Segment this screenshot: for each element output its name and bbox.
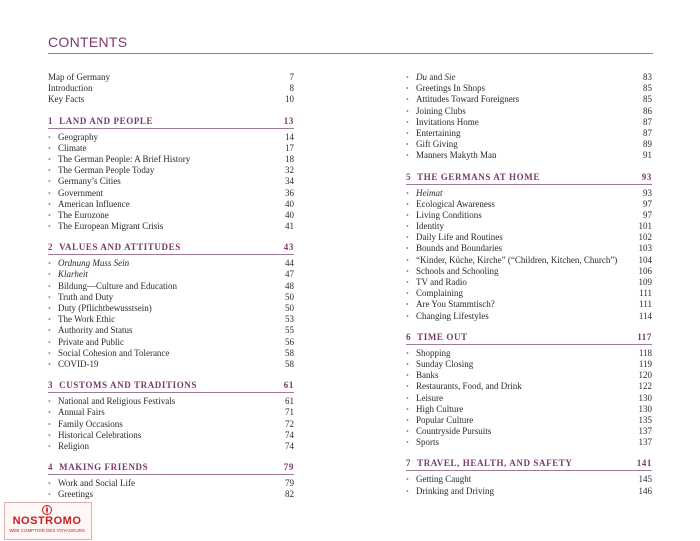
toc-item-page: 87 xyxy=(643,116,652,127)
toc-item-page: 83 xyxy=(643,72,652,82)
toc-entry-label: Map of Germany xyxy=(48,72,110,82)
toc-item-page: 56 xyxy=(285,336,294,347)
toc-item[interactable] xyxy=(48,165,294,176)
toc-item-page: 74 xyxy=(285,429,294,440)
toc-item-page: 97 xyxy=(643,209,652,220)
toc-item-label: • Countryside Pursuits xyxy=(406,426,491,437)
toc-item-label: • Living Conditions xyxy=(406,210,482,221)
toc-item-page: 137 xyxy=(638,437,652,448)
toc-item[interactable] xyxy=(48,478,294,489)
toc-item-page: 61 xyxy=(285,396,294,407)
toc-item[interactable] xyxy=(406,381,652,392)
toc-item-page: 101 xyxy=(638,221,652,232)
toc-item-label: • Ordnung Muss Sein xyxy=(48,258,129,269)
chapter-heading[interactable] xyxy=(48,380,294,393)
chapter-number: 6 xyxy=(406,331,412,342)
toc-item-label: • Private and Public xyxy=(48,337,124,348)
toc-item-label: • Shopping xyxy=(406,348,451,359)
toc-entry[interactable] xyxy=(48,94,294,105)
toc-item[interactable] xyxy=(406,426,652,437)
toc-item-label: • The European Migrant Crisis xyxy=(48,221,163,232)
toc-item-label: • Getting Caught xyxy=(406,474,471,485)
toc-item-label: • Bounds and Boundaries xyxy=(406,243,502,254)
toc-item-label: • Manners Makyth Man xyxy=(406,150,497,161)
toc-item-page: 91 xyxy=(643,150,652,161)
toc-item[interactable] xyxy=(48,489,294,500)
toc-item-page: 41 xyxy=(285,221,294,232)
toc-item-page: 130 xyxy=(638,392,652,403)
chapter-page: 13 xyxy=(283,115,294,126)
toc-item-label: • Government xyxy=(48,188,103,199)
chapter-page: 43 xyxy=(283,242,294,253)
toc-item[interactable] xyxy=(48,359,294,370)
toc-item[interactable] xyxy=(406,188,652,199)
toc-entry-page: 8 xyxy=(289,83,294,94)
toc-item-label: • Germany’s Cities xyxy=(48,176,121,187)
toc-item-page: 74 xyxy=(285,440,294,451)
toc-item-label: • Changing Lifestyles xyxy=(406,311,489,322)
chapter-title: MAKING FRIENDS xyxy=(59,462,149,473)
toc-item-label: • Complaining xyxy=(406,288,463,299)
toc-item-label: • Geography xyxy=(48,132,98,143)
chapter-number: 4 xyxy=(48,462,54,473)
toc-item-label: • National and Religious Festivals xyxy=(48,396,175,407)
toc-item-label: • Truth and Duty xyxy=(48,292,113,303)
chapter-number: 2 xyxy=(48,242,54,253)
toc-item-label-du: Du xyxy=(416,72,427,82)
toc-item-label: • The Work Ethic xyxy=(48,314,115,325)
toc-item-page: 82 xyxy=(285,489,294,500)
toc-item[interactable] xyxy=(48,407,294,418)
toc-item-page: 79 xyxy=(285,478,294,489)
chapter-heading[interactable] xyxy=(406,332,652,345)
toc-item-label: • Drinking and Driving xyxy=(406,486,494,497)
toc-item[interactable] xyxy=(48,281,294,292)
toc-item[interactable] xyxy=(406,404,652,415)
toc-entry[interactable] xyxy=(48,83,294,94)
toc-item-page: 55 xyxy=(285,325,294,336)
toc-item-page: 97 xyxy=(643,198,652,209)
toc-entry-page: 7 xyxy=(289,72,294,82)
toc-left-column xyxy=(48,72,294,500)
toc-item-page: 44 xyxy=(285,258,294,269)
toc-item-page: 135 xyxy=(638,414,652,425)
toc-item-label: • Are You Stammtisch? xyxy=(406,299,495,310)
toc-item-label: • Identity xyxy=(406,221,444,232)
toc-item-page: 47 xyxy=(285,269,294,280)
toc-item-label: • Duty (Pflichtbewusstsein) xyxy=(48,303,152,314)
toc-item[interactable] xyxy=(406,415,652,426)
toc-item-label: • Du and Sie xyxy=(406,72,456,83)
toc-item[interactable] xyxy=(406,128,652,139)
toc-item-page: 32 xyxy=(285,165,294,176)
chapter-page: 79 xyxy=(283,462,294,473)
toc-item-label: • “Kinder, Küche, Kirche” (“Children, Kitchen, Church”) xyxy=(406,255,617,266)
toc-item[interactable] xyxy=(48,221,294,232)
toc-item[interactable] xyxy=(48,176,294,187)
toc-item-label: • Invitations Home xyxy=(406,117,479,128)
toc-item-page: 85 xyxy=(643,83,652,94)
toc-item[interactable] xyxy=(406,139,652,150)
toc-entry-label: Introduction xyxy=(48,83,93,94)
chapter-heading[interactable] xyxy=(406,458,652,471)
toc-item[interactable] xyxy=(406,150,652,161)
toc-item[interactable] xyxy=(406,243,652,254)
toc-item-label: • Restaurants, Food, and Drink xyxy=(406,381,522,392)
chapter-title: THE GERMANS AT HOME xyxy=(417,171,540,182)
toc-item-page: 72 xyxy=(285,418,294,429)
toc-item[interactable] xyxy=(406,370,652,381)
toc-item[interactable] xyxy=(48,396,294,407)
toc-item-page: 111 xyxy=(639,299,652,310)
toc-item[interactable] xyxy=(406,72,652,83)
toc-item-page: 50 xyxy=(285,291,294,302)
toc-item-page: 106 xyxy=(638,265,652,276)
toc-item[interactable] xyxy=(48,143,294,154)
page-title: CONTENTS xyxy=(48,34,128,50)
toc-item-page: 50 xyxy=(285,303,294,313)
toc-item-page: 103 xyxy=(638,243,652,254)
toc-item-page: 93 xyxy=(643,187,652,198)
chapter-title: VALUES AND ATTITUDES xyxy=(59,242,181,253)
toc-right-column xyxy=(406,72,652,497)
toc-item[interactable] xyxy=(48,419,294,430)
toc-item-label: • Bildung—Culture and Education xyxy=(48,281,177,292)
toc-item[interactable] xyxy=(406,348,652,359)
chapter-heading[interactable] xyxy=(406,172,652,185)
toc-item[interactable] xyxy=(406,311,652,322)
toc-item[interactable] xyxy=(48,337,294,348)
toc-item-page: 145 xyxy=(638,474,652,485)
toc-item-page: 146 xyxy=(638,485,652,496)
toc-item-label: • Greetings xyxy=(48,489,93,500)
toc-item-page: 58 xyxy=(285,347,294,358)
toc-item-page: 109 xyxy=(638,277,652,287)
toc-item[interactable] xyxy=(406,199,652,210)
toc-item-label: • Schools and Schooling xyxy=(406,266,499,277)
toc-item[interactable] xyxy=(406,106,652,117)
toc-item[interactable] xyxy=(406,277,652,288)
toc-item-label: • Family Occasions xyxy=(48,419,123,430)
toc-item-label: • Sunday Closing xyxy=(406,359,473,370)
toc-item-label: • Banks xyxy=(406,370,439,381)
chapter-title: TRAVEL, HEALTH, AND SAFETY xyxy=(417,458,573,469)
toc-item-label: • Greetings In Shops xyxy=(406,83,485,94)
toc-item-label: • Popular Culture xyxy=(406,415,473,426)
chapter-heading[interactable] xyxy=(48,242,294,255)
toc-item[interactable] xyxy=(48,154,294,165)
toc-item[interactable] xyxy=(48,199,294,210)
toc-item[interactable] xyxy=(406,437,652,448)
toc-item[interactable] xyxy=(406,117,652,128)
toc-item[interactable] xyxy=(48,269,294,280)
toc-item-label: • Joining Clubs xyxy=(406,106,466,117)
toc-item-page: 111 xyxy=(639,288,652,299)
toc-item-page: 137 xyxy=(638,426,652,437)
toc-item-page: 34 xyxy=(285,176,294,187)
nostromo-logo xyxy=(4,502,90,538)
toc-item-label: • The Eurozone xyxy=(48,210,109,221)
toc-item-page: 36 xyxy=(285,187,294,198)
chapter-page: 117 xyxy=(637,331,652,342)
compass-icon xyxy=(38,503,56,515)
chapter-page: 141 xyxy=(636,458,652,469)
toc-item-label: • Religion xyxy=(48,441,89,452)
logo-wordmark: NOSTROMO xyxy=(12,515,82,527)
toc-item-label: • The German People Today xyxy=(48,165,154,176)
toc-item-label: • Entertaining xyxy=(406,128,461,139)
toc-item[interactable] xyxy=(406,288,652,299)
toc-item[interactable] xyxy=(406,94,652,105)
toc-item-page: 17 xyxy=(285,142,294,153)
chapter-page: 93 xyxy=(641,171,652,182)
toc-item-label: • Social Cohesion and Tolerance xyxy=(48,348,169,359)
toc-item-label: • Ecological Awareness xyxy=(406,199,495,210)
toc-item-page: 102 xyxy=(638,232,652,243)
toc-item-page: 114 xyxy=(638,310,652,321)
chapter-title: LAND AND PEOPLE xyxy=(59,115,154,126)
toc-item-label: • Attitudes Toward Foreigners xyxy=(406,94,519,105)
toc-item[interactable] xyxy=(48,292,294,303)
chapter-number: 3 xyxy=(48,380,54,391)
toc-item[interactable] xyxy=(48,325,294,336)
chapter-number: 7 xyxy=(406,458,412,469)
toc-item-page: 130 xyxy=(638,403,652,414)
toc-item-page: 48 xyxy=(285,280,294,291)
toc-item-page: 14 xyxy=(285,131,294,142)
toc-item-label: • American Influence xyxy=(48,199,130,210)
toc-item[interactable] xyxy=(48,441,294,452)
toc-item[interactable] xyxy=(48,210,294,221)
toc-item-label: • COVID-19 xyxy=(48,359,99,370)
toc-item-label: • Climate xyxy=(48,143,87,154)
toc-entry[interactable] xyxy=(48,72,294,83)
chapter-number: 1 xyxy=(48,115,54,126)
toc-item[interactable] xyxy=(406,393,652,404)
toc-item-label: • Leisure xyxy=(406,393,443,404)
chapter-number: 5 xyxy=(406,171,412,182)
toc-item-page: 71 xyxy=(285,407,294,418)
toc-item[interactable] xyxy=(48,348,294,359)
toc-item[interactable] xyxy=(406,299,652,310)
toc-item-label-sie: Sie xyxy=(444,72,456,82)
toc-item-page: 87 xyxy=(643,127,652,138)
toc-item-label: • Authority and Status xyxy=(48,325,133,336)
toc-item-label: • Work and Social Life xyxy=(48,478,135,489)
toc-item-page: 118 xyxy=(638,347,652,358)
toc-item-label: • Annual Fairs xyxy=(48,407,105,418)
toc-item[interactable] xyxy=(48,132,294,143)
logo-tagline: WEB COMPTOIR DES VOYAGEURS xyxy=(9,528,85,533)
toc-item[interactable] xyxy=(48,258,294,269)
toc-item-page: 40 xyxy=(285,209,294,220)
toc-item[interactable] xyxy=(406,474,652,485)
chapter-heading[interactable] xyxy=(48,116,294,129)
toc-item[interactable] xyxy=(48,303,294,314)
toc-item-page: 58 xyxy=(285,358,294,369)
toc-item[interactable] xyxy=(406,359,652,370)
toc-entry-page: 10 xyxy=(285,94,294,105)
toc-item-page: 122 xyxy=(638,381,652,392)
toc-item-label: • Daily Life and Routines xyxy=(406,232,503,243)
toc-item[interactable] xyxy=(406,232,652,243)
toc-item-label: • Sports xyxy=(406,437,439,448)
toc-item-page: 85 xyxy=(643,94,652,105)
chapter-heading[interactable] xyxy=(48,462,294,475)
toc-item[interactable] xyxy=(406,221,652,232)
chapter-title: TIME OUT xyxy=(417,331,468,342)
toc-item-page: 120 xyxy=(638,370,652,381)
toc-item[interactable] xyxy=(406,210,652,221)
toc-item-label: • Historical Celebrations xyxy=(48,430,141,441)
toc-item-page: 18 xyxy=(285,153,294,164)
toc-item-label: • Klarheit xyxy=(48,269,88,280)
toc-item-page: 89 xyxy=(643,139,652,150)
toc-item[interactable] xyxy=(406,266,652,277)
toc-item-label: • The German People: A Brief History xyxy=(48,154,190,165)
toc-item[interactable] xyxy=(48,430,294,441)
title-divider xyxy=(48,53,653,54)
toc-item-page: 119 xyxy=(638,358,652,369)
toc-item-label: • TV and Radio xyxy=(406,277,467,288)
toc-item-page: 40 xyxy=(285,198,294,209)
toc-item[interactable] xyxy=(406,255,652,266)
toc-item-label: • High Culture xyxy=(406,404,463,415)
toc-item-label: • Heimat xyxy=(406,188,443,199)
chapter-title: CUSTOMS AND TRADITIONS xyxy=(59,380,198,391)
toc-item[interactable] xyxy=(406,83,652,94)
toc-item-page: 104 xyxy=(638,254,652,265)
toc-item-page: 86 xyxy=(643,105,652,116)
toc-item[interactable] xyxy=(406,486,652,497)
toc-entry-label: Key Facts xyxy=(48,94,85,105)
toc-item[interactable] xyxy=(48,188,294,199)
chapter-page: 61 xyxy=(283,380,294,391)
toc-item[interactable] xyxy=(48,314,294,325)
toc-item-page: 53 xyxy=(285,314,294,325)
toc-item-label: • Gift Giving xyxy=(406,139,458,150)
